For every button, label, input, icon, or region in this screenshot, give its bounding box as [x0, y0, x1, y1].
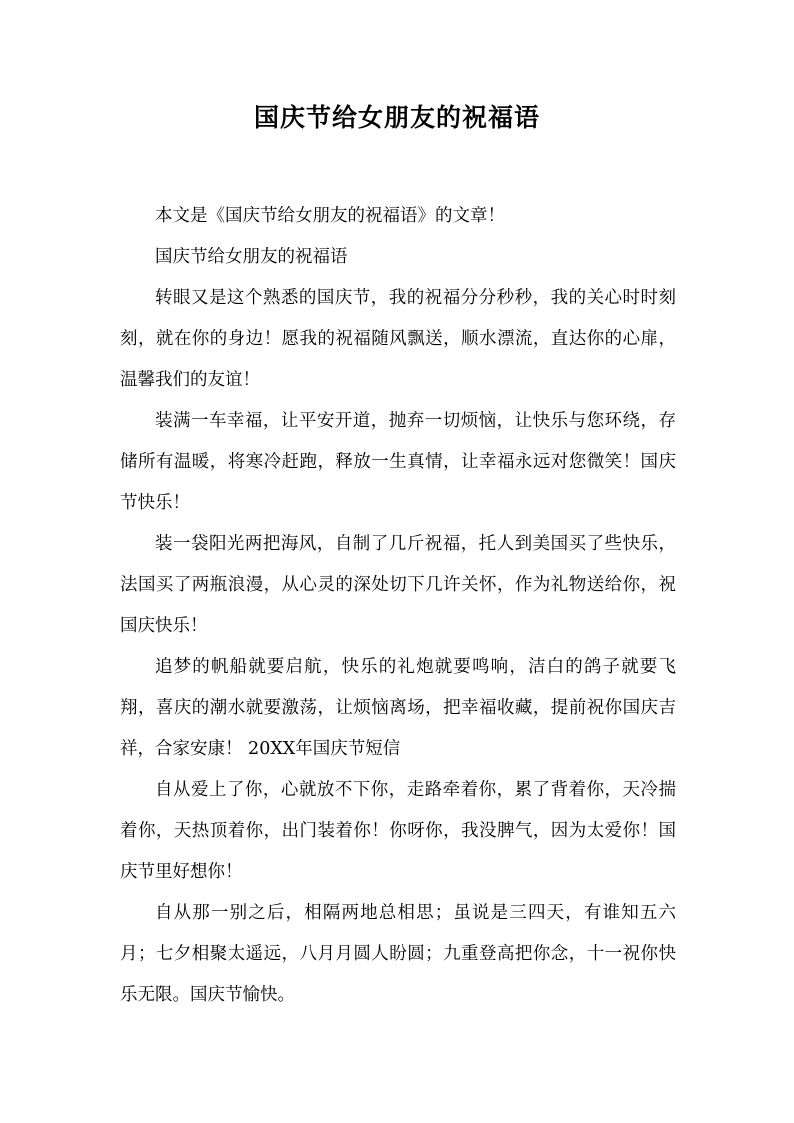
- paragraph-wish-3: 装一袋阳光两把海风，自制了几斤祝福，托人到美国买了些快乐，法国买了两瓶浪漫，从心灵的深处切下几许关怀，作为礼物送给你，祝国庆快乐！: [120, 534, 676, 636]
- paragraph-wish-5: 自从爱上了你，心就放不下你，走路牵着你，累了背着你，天冷揣着你，天热顶着你，出门装着你！你呀你，我没脾气，因为太爱你！国庆节里好想你！: [120, 780, 676, 882]
- paragraph-subtitle: 国庆节给女朋友的祝福语: [155, 247, 348, 267]
- paragraph-wish-4: 追梦的帆船就要启航，快乐的礼炮就要鸣响，洁白的鸽子就要飞翔，喜庆的潮水就要激荡，让烦恼离场，把幸福收藏，提前祝你国庆吉祥，合家安康！ 20XX年国庆节短信: [120, 657, 676, 759]
- paragraph-wish-1: 转眼又是这个熟悉的国庆节，我的祝福分分秒秒，我的关心时时刻刻，就在你的身边！愿我的祝福随风飘送，顺水漂流，直达你的心扉，温馨我们的友谊！: [120, 288, 676, 390]
- paragraph-intro: 本文是《国庆节给女朋友的祝福语》的文章！: [155, 206, 505, 226]
- paragraph-wish-2: 装满一车幸福，让平安开道，抛弃一切烦恼，让快乐与您环绕，存储所有温暖，将寒冷赶跑，释放一生真情，让幸福永远对您微笑！国庆节快乐！: [120, 411, 676, 513]
- document-body: [120, 196, 676, 1016]
- document-title: 国庆节给女朋友的祝福语: [253, 103, 540, 132]
- paragraph-wish-6: 自从那一别之后，相隔两地总相思；虽说是三四天，有谁知五六月；七夕相聚太遥远，八月月圆人盼圆；九重登高把你念，十一祝你快乐无限。国庆节愉快。: [120, 903, 676, 1005]
